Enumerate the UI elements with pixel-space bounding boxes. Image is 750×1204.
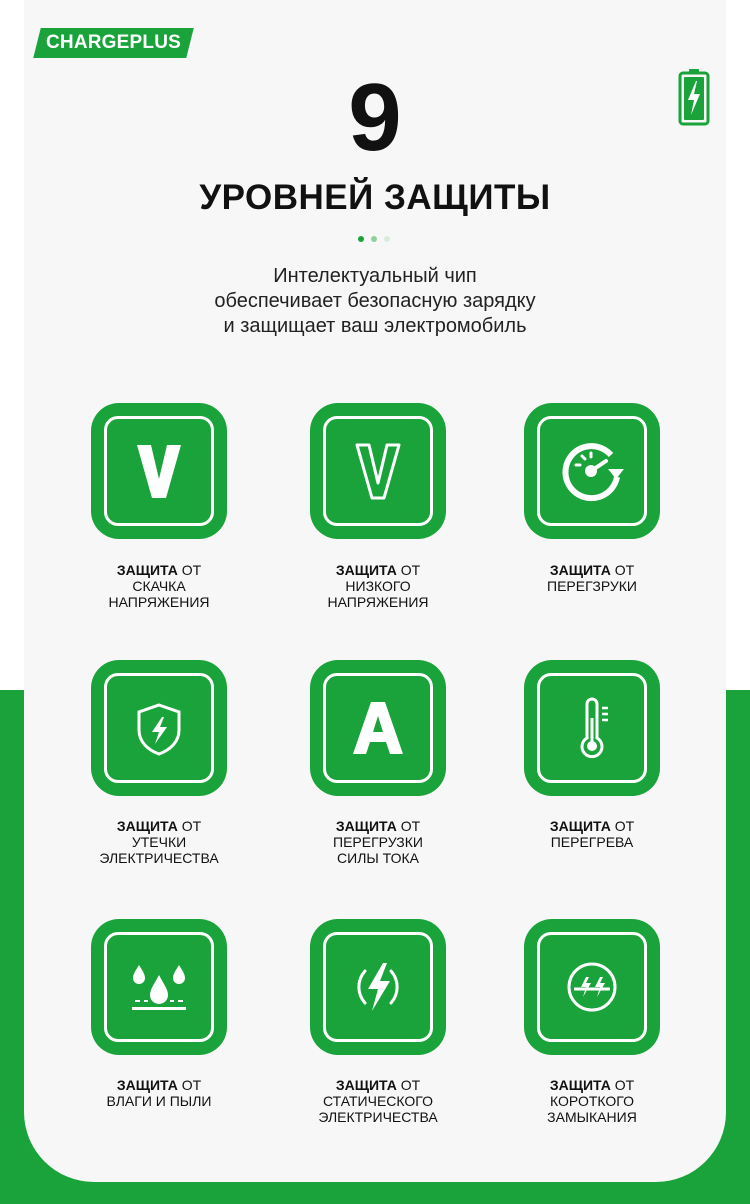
- caption-rest: ОТ: [177, 562, 202, 578]
- caption-bold: ЗАЩИТА: [116, 562, 178, 578]
- caption-line: СИЛЫ ТОКА: [337, 850, 419, 866]
- subtitle-line: и защищает ваш электромобиль: [223, 315, 527, 337]
- dot: [384, 236, 390, 242]
- feature-caption: [74, 1077, 244, 1109]
- feature-caption: [293, 562, 463, 610]
- caption-line: НИЗКОГО: [345, 578, 411, 594]
- caption-rest: ОТ: [177, 818, 202, 834]
- subtitle-line: обеспечивает безопасную зарядку: [214, 290, 536, 312]
- caption-line: ПЕРЕГРЕВА: [550, 834, 634, 850]
- caption-line: ВЛАГИ И ПЫЛИ: [106, 1093, 212, 1109]
- v-outline-icon: [310, 403, 446, 539]
- subtitle-line: Интелектуальный чип: [273, 265, 477, 287]
- levels-number: 9: [348, 64, 402, 171]
- page-title: УРОВНЕЙ ЗАЩИТЫ: [199, 178, 551, 217]
- feature-caption: [293, 818, 463, 866]
- caption-rest: ОТ: [610, 818, 635, 834]
- caption-line: ЗАМЫКАНИЯ: [547, 1109, 637, 1125]
- shield-lightning-icon: [91, 660, 227, 796]
- caption-line: НАПРЯЖЕНИЯ: [108, 594, 210, 610]
- caption-rest: ОТ: [610, 1077, 635, 1093]
- dot-active: [358, 236, 364, 242]
- static-lightning-icon: [310, 919, 446, 1055]
- feature-caption: [507, 818, 677, 850]
- feature-caption: [507, 1077, 677, 1125]
- caption-bold: ЗАЩИТА: [549, 1077, 611, 1093]
- caption-line: ЭЛЕКТРИЧЕСТВА: [318, 1109, 438, 1125]
- feature-tile: [91, 403, 227, 539]
- feature-tile: [524, 660, 660, 796]
- dot: [371, 236, 377, 242]
- caption-bold: ЗАЩИТА: [335, 562, 397, 578]
- feature-caption: [293, 1077, 463, 1125]
- caption-line: НАПРЯЖЕНИЯ: [327, 594, 429, 610]
- caption-line: ПЕРЕГРУЗКИ: [333, 834, 423, 850]
- water-drops-icon: [91, 919, 227, 1055]
- feature-tile: [310, 919, 446, 1055]
- feature-caption: [74, 818, 244, 866]
- feature-tile: [91, 660, 227, 796]
- caption-bold: ЗАЩИТА: [335, 818, 397, 834]
- caption-rest: ОТ: [396, 818, 421, 834]
- caption-bold: ЗАЩИТА: [116, 818, 178, 834]
- speedometer-icon: [524, 403, 660, 539]
- a-letter-icon: [310, 660, 446, 796]
- caption-bold: ЗАЩИТА: [549, 818, 611, 834]
- short-circuit-icon: [524, 919, 660, 1055]
- caption-bold: ЗАЩИТА: [549, 562, 611, 578]
- subtitle: [0, 264, 750, 339]
- caption-line: УТЕЧКИ: [131, 834, 187, 850]
- feature-tile: [524, 919, 660, 1055]
- pagination-dots: [358, 236, 394, 244]
- v-bold-icon: [91, 403, 227, 539]
- feature-caption: [74, 562, 244, 610]
- feature-tile: [91, 919, 227, 1055]
- caption-line: КОРОТКОГО: [550, 1093, 634, 1109]
- brand-logo-text: CHARGEPLUS: [46, 32, 182, 53]
- caption-line: ПЕРЕГЗРУКИ: [547, 578, 637, 594]
- caption-line: СКАЧКА: [132, 578, 186, 594]
- thermometer-icon: [524, 660, 660, 796]
- caption-rest: ОТ: [610, 562, 635, 578]
- feature-caption: [507, 562, 677, 594]
- caption-rest: ОТ: [396, 1077, 421, 1093]
- feature-tile: [310, 660, 446, 796]
- feature-tile: [310, 403, 446, 539]
- caption-line: ЭЛЕКТРИЧЕСТВА: [99, 850, 219, 866]
- caption-rest: ОТ: [177, 1077, 202, 1093]
- caption-line: СТАТИЧЕСКОГО: [323, 1093, 433, 1109]
- caption-bold: ЗАЩИТА: [335, 1077, 397, 1093]
- caption-bold: ЗАЩИТА: [116, 1077, 178, 1093]
- caption-rest: ОТ: [396, 562, 421, 578]
- brand-logo: [33, 28, 193, 58]
- feature-tile: [524, 403, 660, 539]
